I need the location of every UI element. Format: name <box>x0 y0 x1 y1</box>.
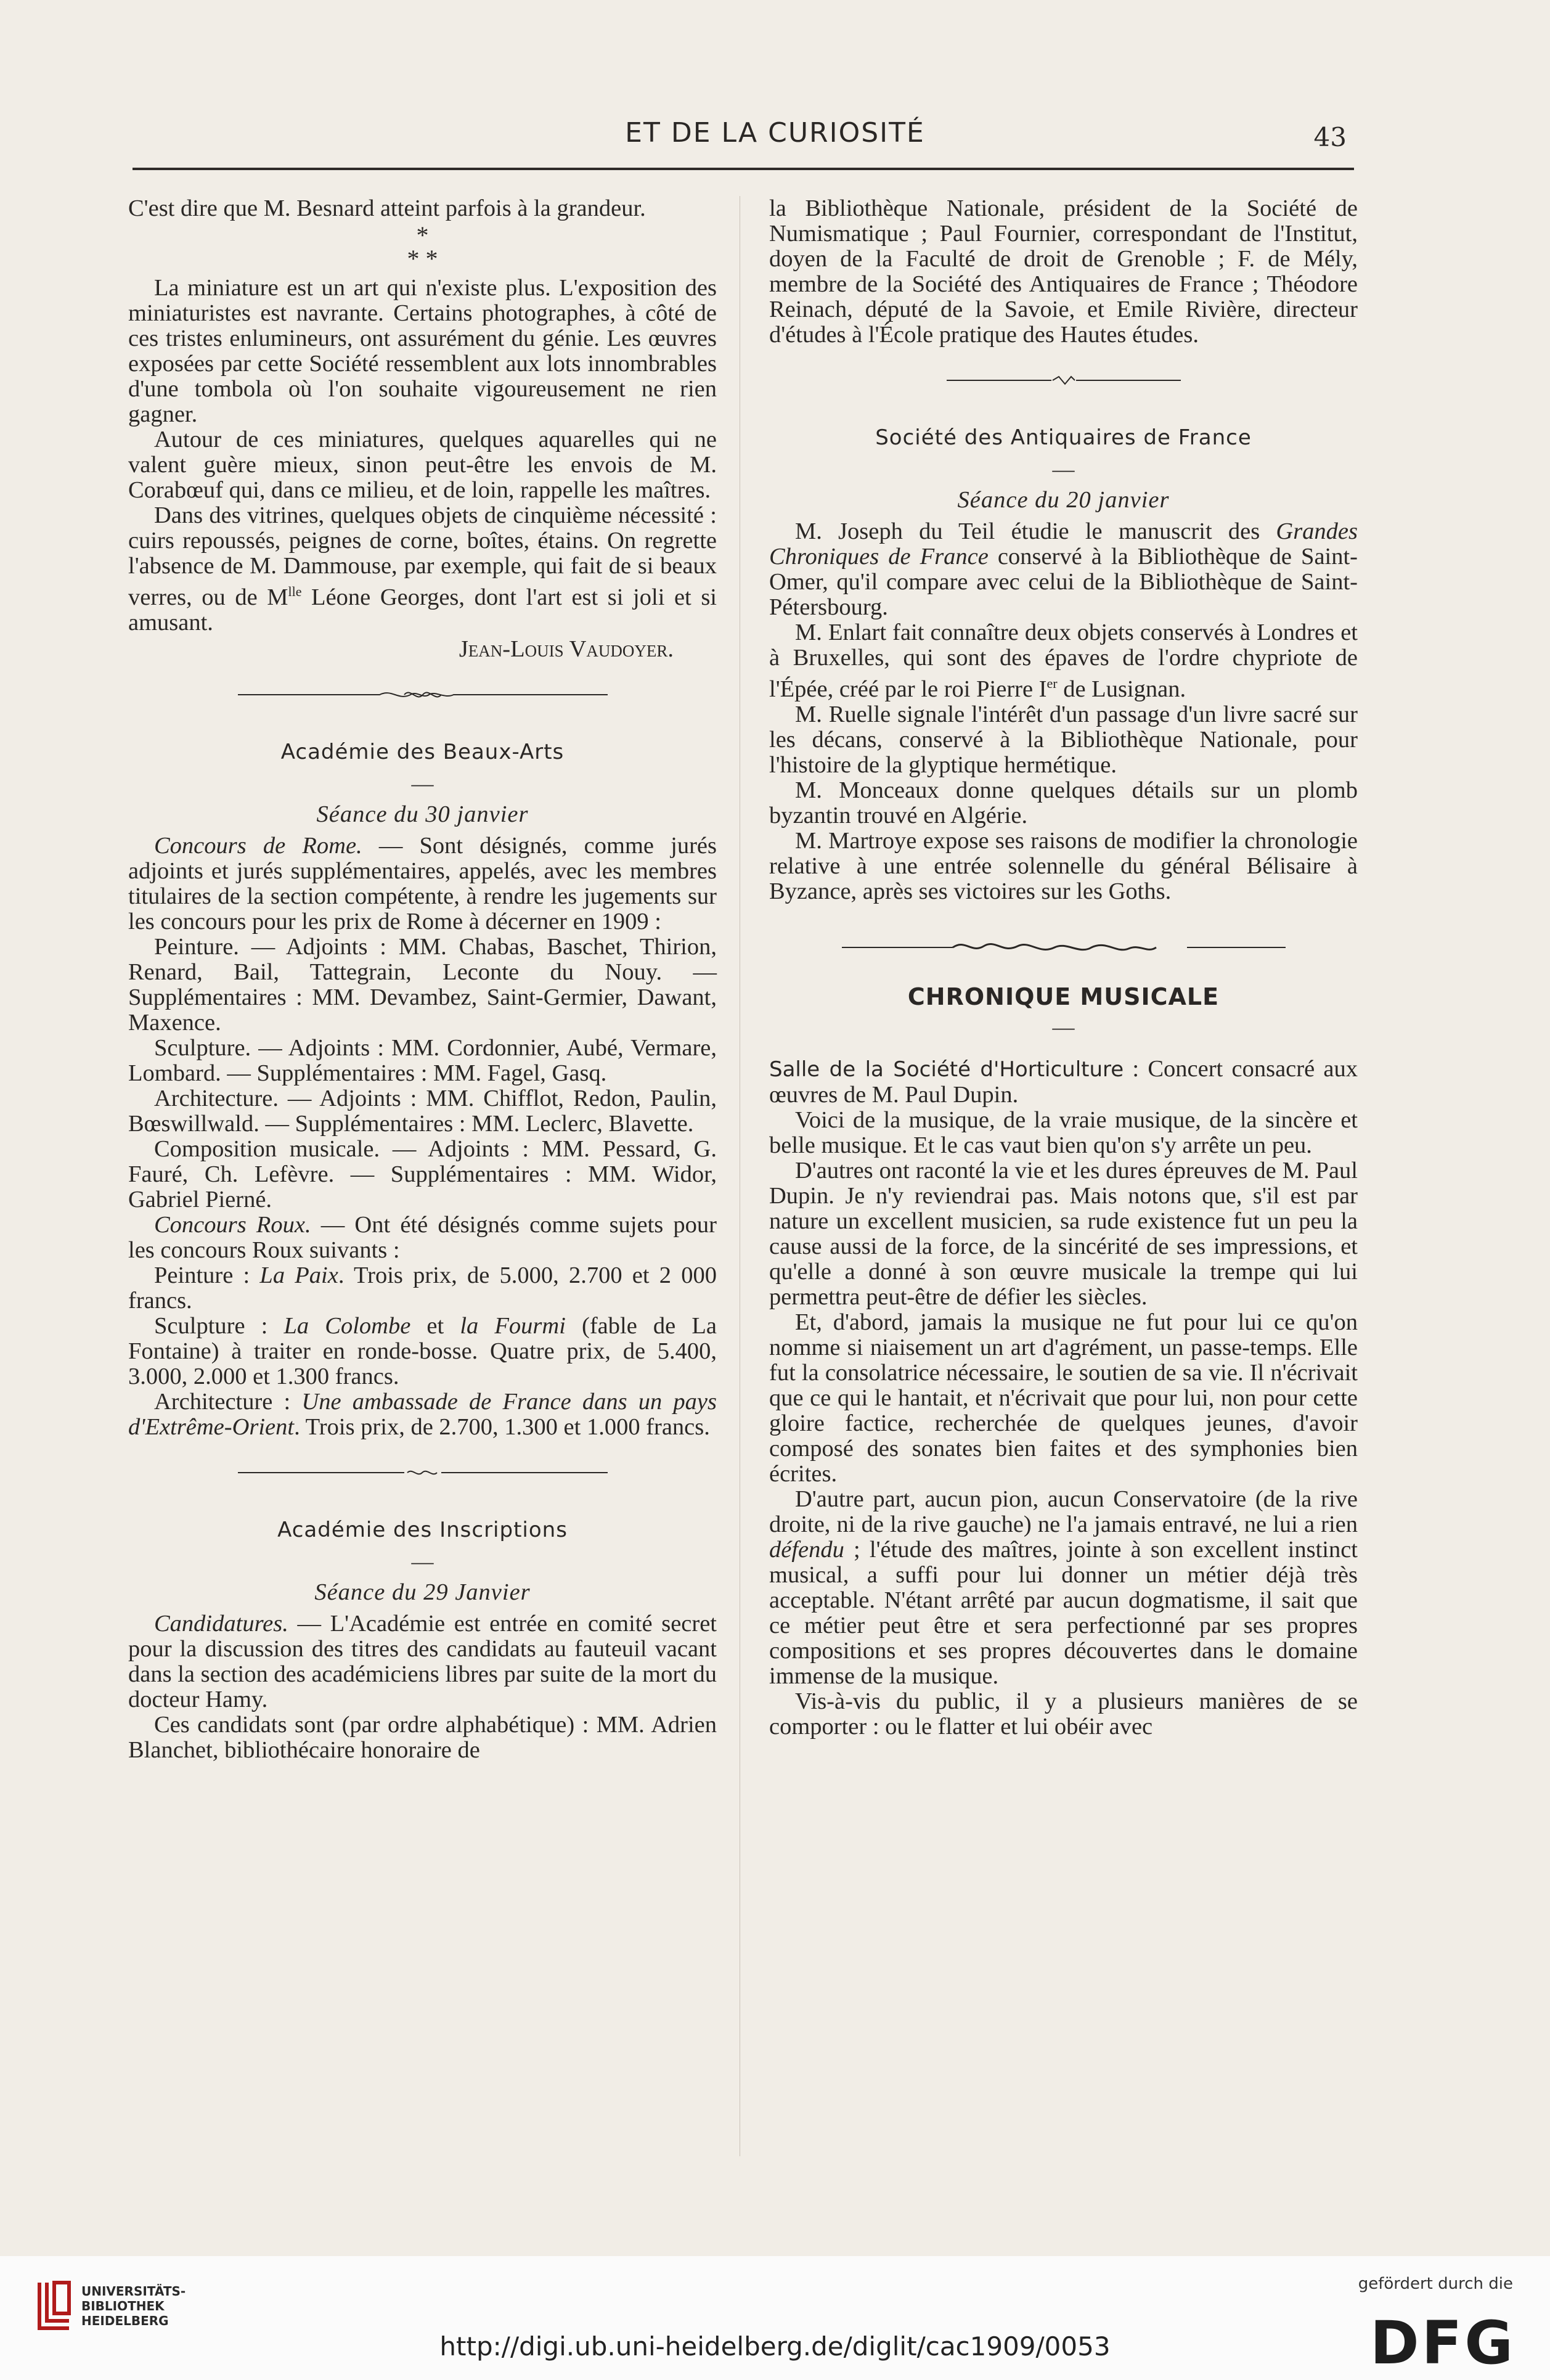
paragraph: Candidatures. — L'Académie est entrée en comité secret pour la discussion des titres des candidats au fauteuil vacant dans la section des académiciens libres par suite de la mort du docteur Hamy. <box>128 1610 717 1712</box>
library-logo-icon <box>35 2278 74 2336</box>
paragraph: M. Enlart fait connaître deux objets conservés à Londres et à Bruxelles, qui sont des épaves de l'ordre chypriote de l'Épée, créé par le roi Pierre Ier de Lusignan. <box>769 620 1358 702</box>
source-url[interactable]: http://digi.ub.uni-heidelberg.de/diglit/cac1909/0053 <box>439 2331 1111 2362</box>
paragraph: Peinture : La Paix. Trois prix, de 5.000, 2.700 et 2 000 francs. <box>128 1262 717 1314</box>
paragraph: Architecture. — Adjoints : MM. Chifflot, Redon, Paulin, Bœswillwald. — Supplémentaires : MM. Leclerc, Blavette. <box>128 1085 717 1137</box>
paragraph: Peinture. — Adjoints : MM. Chabas, Baschet, Thirion, Renard, Bail, Tattegrain, Leconte du Nouy. — Supplémentaires : MM. Devambez, Saint-Germier, Dawant, Maxence. <box>128 933 717 1036</box>
paragraph: D'autre part, aucun pion, aucun Conservatoire (de la rive droite, ni de la rive gauche) ne l'a jamais entravé, ne lui a rien défendu ; l'étude des maîtres, jointe à son excellent instinct musical, a suffi pour lui donner un métier déjà très acceptable. N'étant arrêté par aucun dogmatisme, il sait que ce métier peut être et sera perfectionné par ses propres compositions et ses propres découvertes dans le domaine immense de la musique. <box>769 1486 1358 1689</box>
paragraph: Ces candidats sont (par ordre alphabétique) : MM. Adrien Blanchet, bibliothécaire honoraire de <box>128 1711 717 1763</box>
paragraph: C'est dire que M. Besnard atteint parfois à la grandeur. <box>128 195 646 221</box>
left-column <box>128 196 717 1763</box>
seance-date: Séance du 20 janvier <box>957 487 1170 513</box>
funding-note: gefördert durch die <box>1358 2275 1513 2293</box>
section-dash: — <box>411 771 434 796</box>
paragraph: Concours de Rome. — Sont désignés, comme jurés adjoints et jurés supplémentaires, appelés, avec les membres titulaires de la section compétente, à rendre les jugements sur les concours pour les prix de Rome à décerner en 1909 : <box>128 832 717 934</box>
paragraph: M. Martroye expose ses raisons de modifier la chronologie relative à une entrée solennelle du général Bélisaire à Byzance, après ses victoires sur les Goths. <box>769 827 1358 904</box>
section-title: CHRONIQUE MUSICALE <box>907 983 1220 1010</box>
paragraph: Dans des vitrines, quelques objets de cinquième nécessité : cuirs repoussés, peignes de corne, boîtes, étains. On regrette l'absence de M. Dammouse, par exemple, qui fait de si beaux verres, ou de $M^{lle}$ Léone Georges, dont l'art est si joli et si amusant. <box>128 502 717 636</box>
paragraph: La miniature est un art qui n'existe plus. L'exposition des miniaturistes est navrante. Certains photographes, à côté de ces tristes enlumineurs, ont assurément du génie. Les œuvres exposées par cette Société ressemblent aux lots innombrables d'une tombola où l'on souhaite vigoureusement ne rien gagner. <box>128 275 717 427</box>
header-rule <box>133 168 1354 170</box>
section-title: Académie des Beaux-Arts <box>280 739 565 764</box>
paragraph: Sculpture. — Adjoints : MM. Cordonnier, Aubé, Vermare, Lombard. — Supplémentaires : MM. Fagel, Gasq. <box>128 1034 717 1086</box>
section-dash: — <box>1052 457 1075 481</box>
paragraph: Autour de ces miniatures, quelques aquarelles qui ne valent guère mieux, sinon peut-être les envois de M. Corabœuf qui, dans ce milieu, et de loin, rappelle les maîtres. <box>128 427 717 503</box>
paragraph: M. Monceaux donne quelques détails sur un plomb byzantin trouvé en Algérie. <box>769 777 1358 828</box>
section-dash: — <box>411 1548 434 1574</box>
paragraph: M. Joseph du Teil étudie le manuscrit des Grandes Chroniques de France conservé à la Bibliothèque de Saint-Omer, qu'il compare avec celui de la Bibliothèque de Saint-Pétersbourg. <box>769 518 1358 620</box>
section-title: Académie des Inscriptions <box>277 1517 568 1542</box>
paragraph: la Bibliothèque Nationale, président de la Société de Numismatique ; Paul Fournier, correspondant de l'Institut, doyen de la Faculté de droit de Grenoble ; F. de Mély, membre de la Société des Antiquaires de France ; Théodore Reinach, député de la Savoie, et Emile Rivière, directeur d'études à l'École pratique des Hautes études. <box>769 195 1358 348</box>
paragraph: Salle de la Société d'Horticulture : Concert consacré aux œuvres de M. Paul Dupin. <box>769 1055 1358 1108</box>
dfg-logo: DFG <box>1369 2308 1515 2378</box>
paragraph: Concours Roux. — Ont été désignés comme sujets pour les concours Roux suivants : <box>128 1211 717 1263</box>
ornament-divider <box>769 935 1358 960</box>
paragraph: Sculpture : La Colombe et la Fourmi (fable de La Fontaine) à traiter en ronde-bosse. Quatre prix, de 5.400, 3.000, 2.000 et 1.300 francs. <box>128 1312 717 1389</box>
ornament-divider <box>769 370 1358 395</box>
paragraph: Composition musicale. — Adjoints : MM. Pessard, G. Fauré, Ch. Lefèvre. — Supplémentaires : MM. Widor, Gabriel Pierné. <box>128 1135 717 1212</box>
running-title: ET DE LA CURIOSITÉ <box>625 117 925 149</box>
seance-date: Séance du 30 janvier <box>316 801 529 827</box>
asterism: * * * <box>407 221 438 272</box>
seance-date: Séance du 29 Janvier <box>314 1579 531 1605</box>
signature: Jean-Louis Vaudoyer. <box>459 636 674 662</box>
section-title: Société des Antiquaires de France <box>875 425 1252 450</box>
paragraph: M. Ruelle signale l'intérêt d'un passage d'un livre sacré sur les décans, conservé à la Bibliothèque Nationale, pour l'histoire de la glyptique hermétique. <box>769 701 1358 778</box>
right-column <box>769 196 1358 1740</box>
paragraph: Architecture : Une ambassade de France dans un pays d'Extrême-Orient. Trois prix, de 2.700, 1.300 et 1.000 francs. <box>128 1388 717 1440</box>
paragraph: Et, d'abord, jamais la musique ne fut pour lui ce qu'on nomme si niaisement un art d'agrément, un passe-temps. Elle fut la consolatrice nécessaire, le soutien de sa vie. Il n'écrivait que ce qui le hantait, et n'écrivait que pour lui, non pour cette gloire factice, recherchée de quelques jeunes, d'avoir composé des sonates bien faites et des symphonies bien écrites. <box>769 1309 1358 1487</box>
section-dash: — <box>1052 1014 1075 1039</box>
library-name: UNIVERSITÄTS- BIBLIOTHEK HEIDELBERG <box>81 2284 186 2328</box>
ornament-divider <box>128 1462 717 1487</box>
paragraph: Vis-à-vis du public, il y a plusieurs manières de se comporter : ou le flatter et lui obéir avec <box>769 1688 1358 1740</box>
page-number: 43 <box>1313 122 1347 152</box>
paragraph: Voici de la musique, de la vraie musique, de la sincère et belle musique. Et le cas vaut bien qu'on s'y arrête un peu. <box>769 1106 1358 1158</box>
paragraph: D'autres ont raconté la vie et les dures épreuves de M. Paul Dupin. Je n'y reviendrai pas. Mais notons que, s'il est par nature un excellent musicien, sa rude existence fut un peu la cause aussi de la force, de la sincérité de ses impressions, et qu'elle a donné à son œuvre musicale la trempe qui lui permettra peut-être de défier les siècles. <box>769 1157 1358 1310</box>
ornament-divider <box>128 684 717 709</box>
